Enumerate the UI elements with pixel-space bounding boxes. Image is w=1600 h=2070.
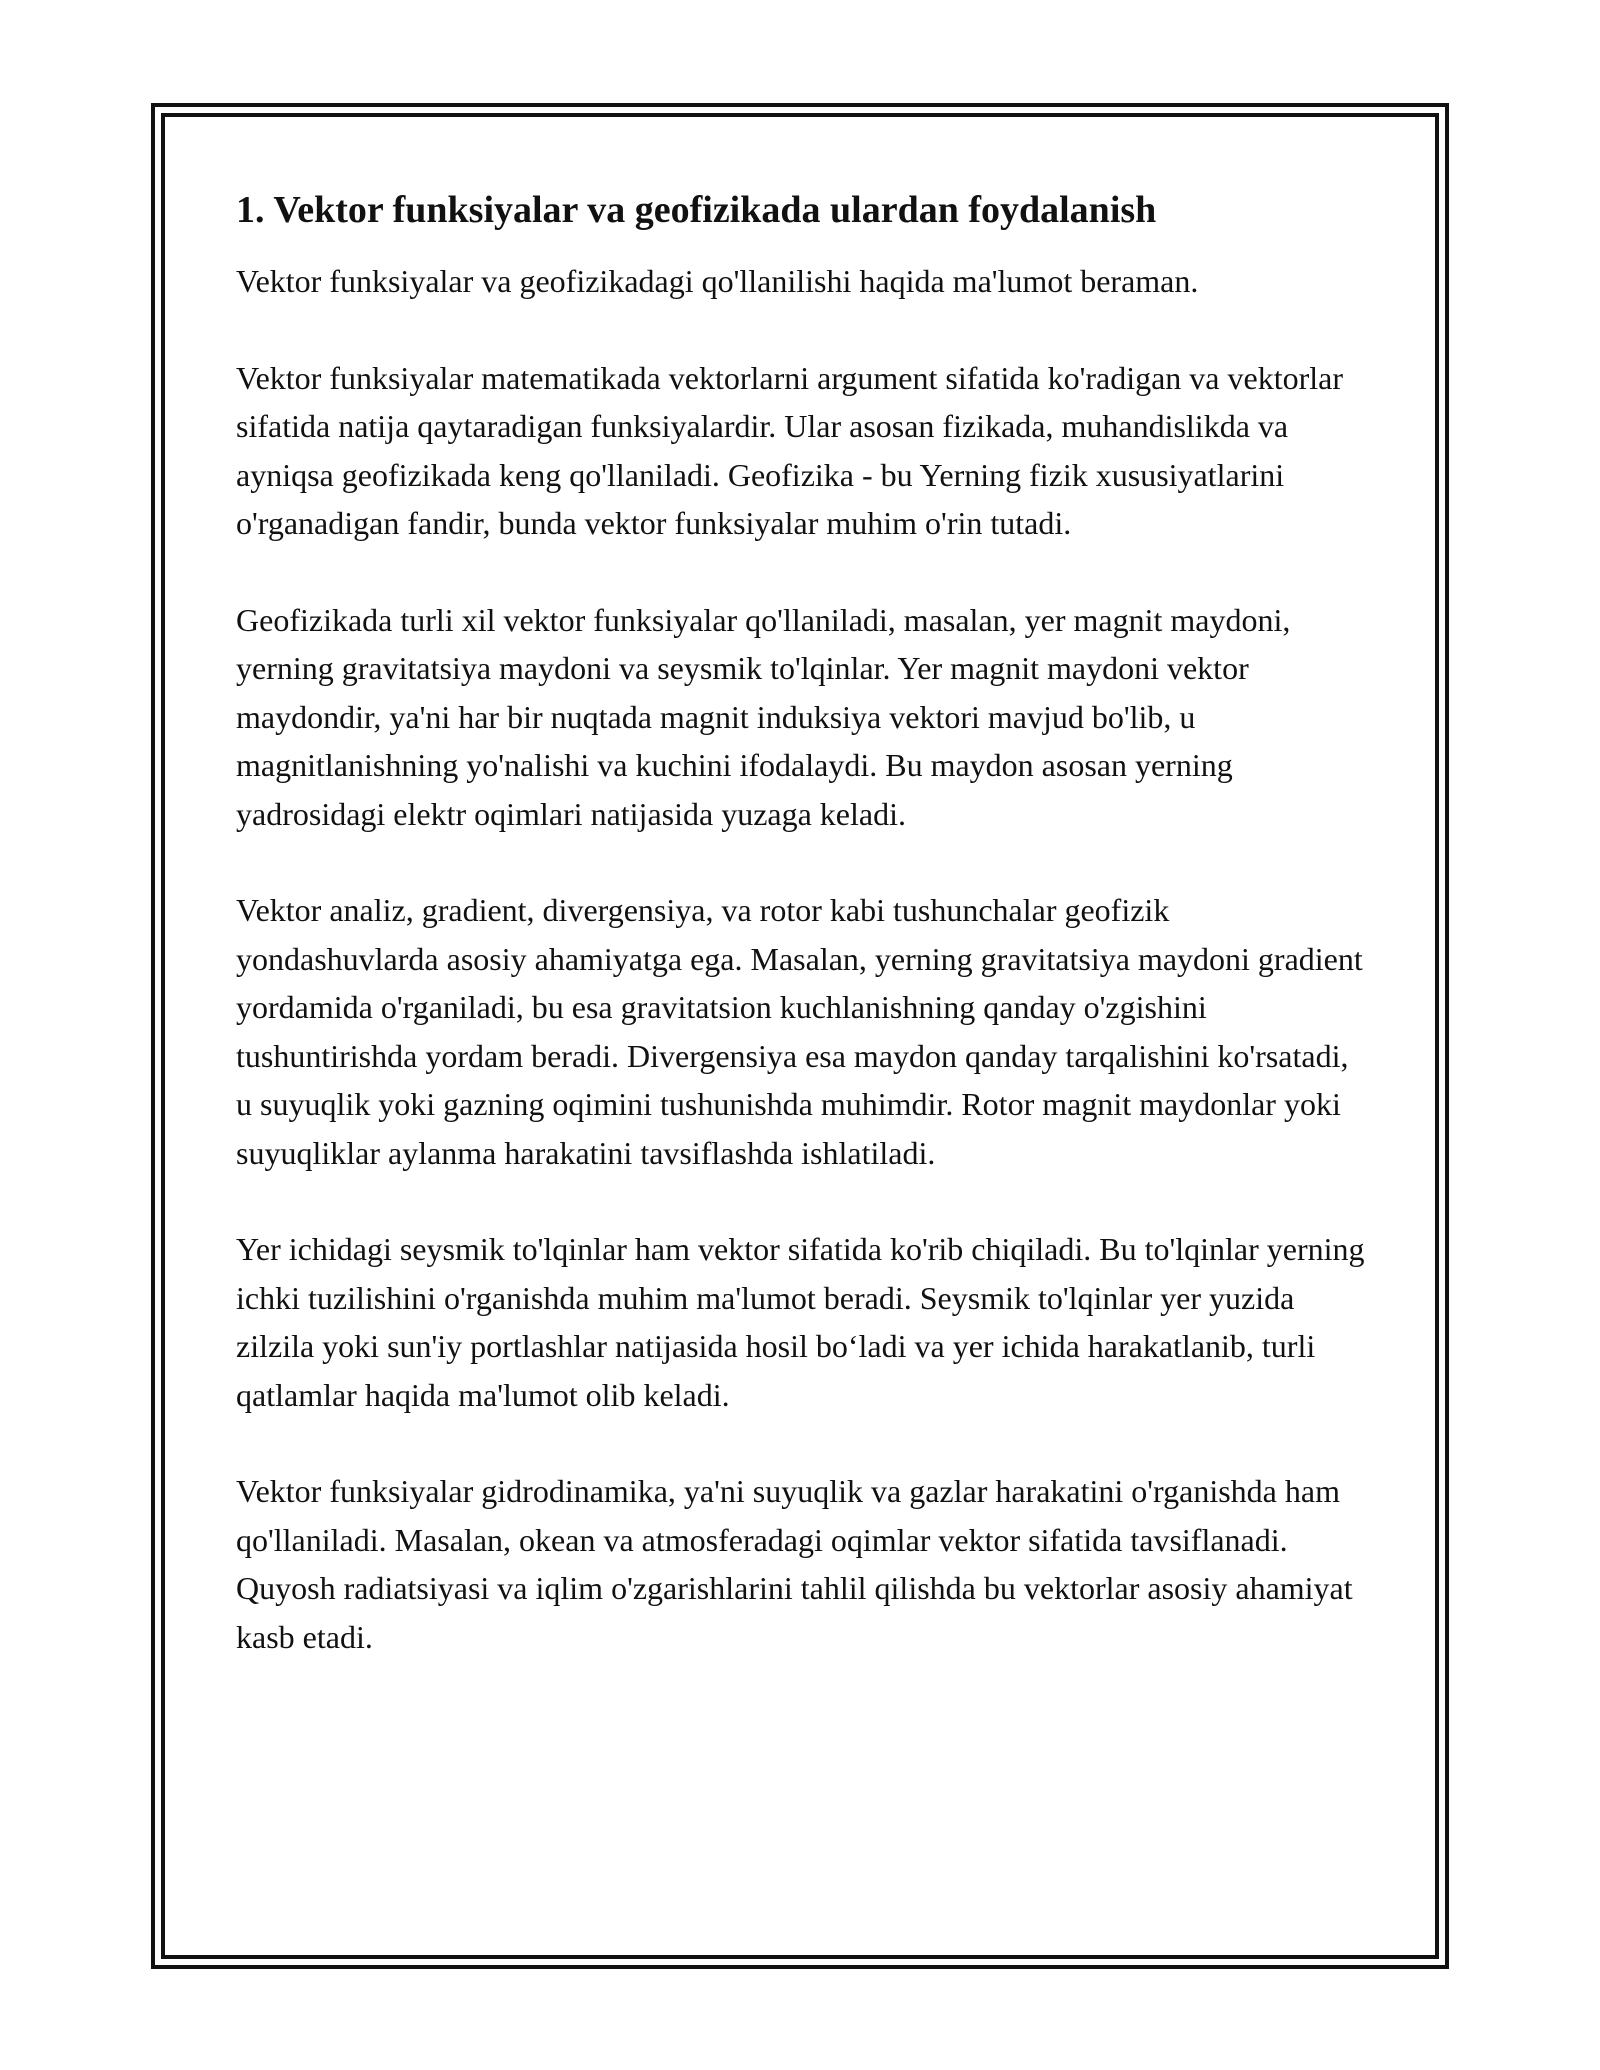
paragraph-intro: Vektor funksiyalar va geofizikadagi qo'llanilishi haqida ma'lumot beraman. xyxy=(236,263,1199,299)
paragraph-vector-analysis: Vektor analiz, gradient, divergensiya, va rotor kabi tushunchalar geofizik yondashuvlarda asosiy ahamiyatga ega. Masalan, yerning gravitatsiya maydoni gradient yordamida o'rganiladi, bu esa gravitatsion kuchlanishning qanday o'zgishini tushuntirishda yordam beradi. Divergensiya esa maydon qanday tarqalishini ko'rsatadi, u suyuqlik yoki gazning oqimini tushunishda muhimdir. Rotor magnit maydonlar yoki suyuqliklar aylanma harakatini tavsiflashda ishlatiladi. xyxy=(236,892,1363,1171)
document-title: 1. Vektor funksiyalar va geofizikada ulardan foydalanish xyxy=(236,189,1157,231)
paragraph-hydrodynamics: Vektor funksiyalar gidrodinamika, ya'ni suyuqlik va gazlar harakatini o'rganishda ham qo'llaniladi. Masalan, okean va atmosferadagi oqimlar vektor sifatida tavsiflanadi. Quyosh radiatsiyasi va iqlim o'zgarishlarini tahlil qilishda bu vektorlar asosiy ahamiyat kasb etadi. xyxy=(236,1473,1353,1655)
paragraph-definition: Vektor funksiyalar matematikada vektorlarni argument sifatida ko'radigan va vektorlar sifatida natija qaytaradigan funksiyalardir. Ular asosan fizikada, muhandislikda va ayniqsa geofizikada keng qo'llaniladi. Geofizika - bu Yerning fizik xususiyatlarini o'rganadigan fandir, bunda vektor funksiyalar muhim o'rin tutadi. xyxy=(236,359,1343,541)
paragraph-magnetic-field: Geofizikada turli xil vektor funksiyalar qo'llaniladi, masalan, yer magnit maydoni, yerning gravitatsiya maydoni va seysmik to'lqinlar. Yer magnit maydoni vektor maydondir, ya'ni har bir nuqtada magnit induksiya vektori mavjud bo'lib, u magnitlanishning yo'nalishi va kuchini ifodalaydi. Bu maydon asosan yerning yadrosidagi elektr oqimlari natijasida yuzaga keladi. xyxy=(236,601,1291,832)
document-body xyxy=(236,185,1366,1661)
paragraph-seismic-waves: Yer ichidagi seysmik to'lqinlar ham vektor sifatida ko'rib chiqiladi. Bu to'lqinlar yerning ichki tuzilishini o'rganishda muhim ma'lumot beradi. Seysmik to'lqinlar yer yuzida zilzila yoki sun'iy portlashlar natijasida hosil bo‘ladi va yer ichida harakatlanib, turli qatlamlar haqida ma'lumot olib keladi. xyxy=(236,1231,1365,1413)
